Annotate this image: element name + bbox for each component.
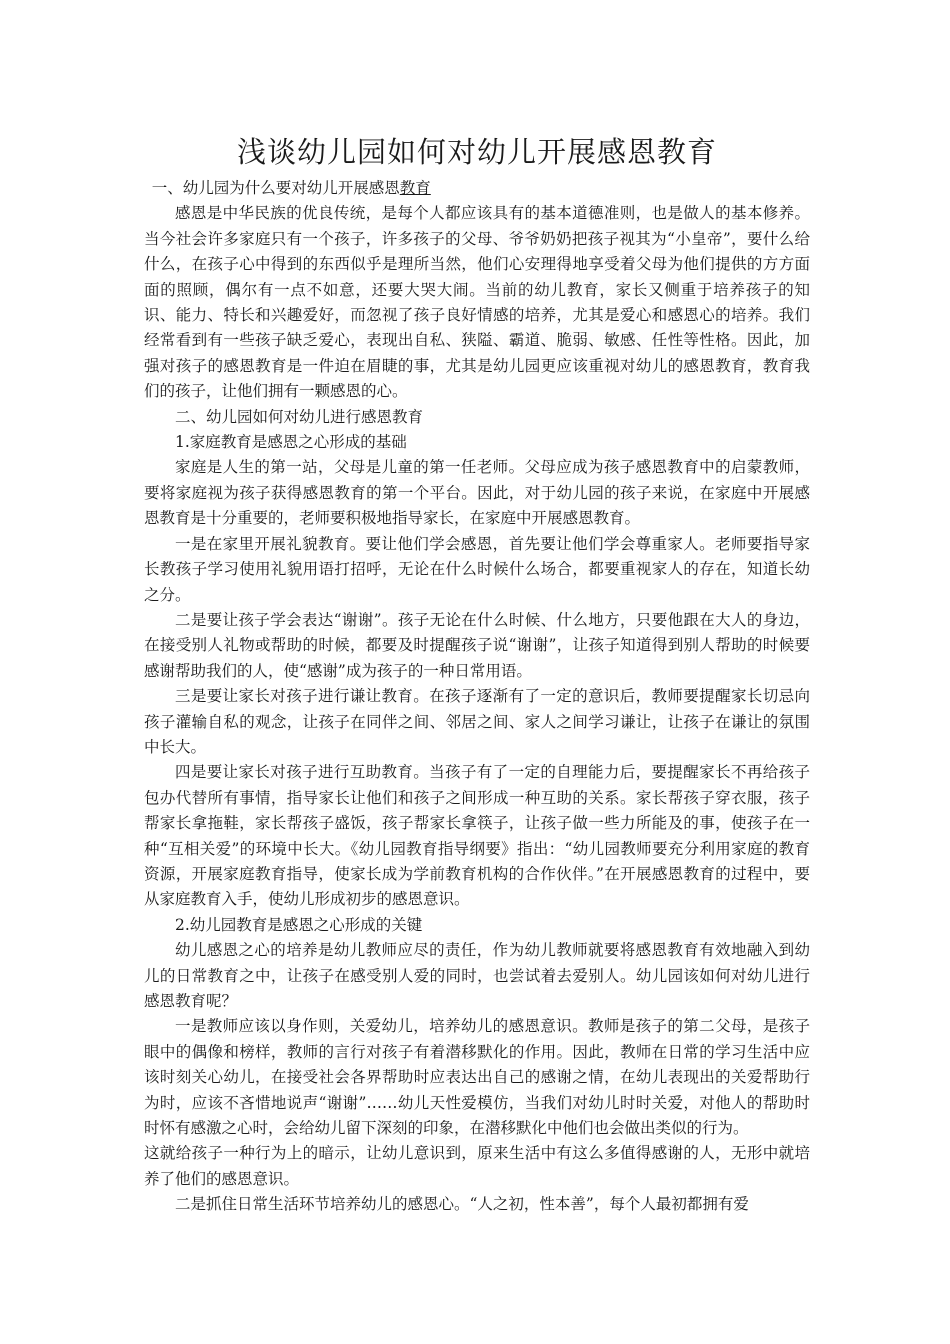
document-page	[144, 128, 810, 1218]
paragraph-2: 家庭是人生的第一站，父母是儿童的第一任老师。父母应成为孩子感恩教育中的启蒙教师，要将家庭视为孩子获得感恩教育的第一个平台。因此，对于幼儿园的孩子来说，在家庭中开展感恩教育是十分重要的，老师要积极地指导家长，在家庭中开展感恩教育。	[144, 458, 810, 528]
paragraph-8: 一是教师应该以身作则，关爱幼儿，培养幼儿的感恩意识。教师是孩子的第二父母，是孩子眼中的偶像和榜样，教师的言行对孩子有着潜移默化的作用。因此，教师在日常的学习生活中应该时刻关心幼儿，在接受社会各界帮助时应表达出自己的感谢之情，在幼儿表现出的关爱帮助行为时，应该不吝惜地说声“谢谢”……幼儿天性爱模仿，当我们对幼儿时时关爱，对他人的帮助时时怀有感激之心时，会给幼儿留下深刻的印象，在潜移默化中他们也会做出类似的行为。	[144, 1017, 810, 1138]
heading-section-1	[144, 176, 810, 201]
paragraph-9: 这就给孩子一种行为上的暗示，让幼儿意识到，原来生活中有这么多值得感谢的人，无形中就培养了他们的感恩意识。	[144, 1144, 810, 1188]
paragraph-1: 感恩是中华民族的优良传统，是每个人都应该具有的基本道德准则，也是做人的基本修养。当今社会许多家庭只有一个孩子，许多孩子的父母、爷爷奶奶把孩子视其为“小皇帝”，要什么给什么，在孩子心中得到的东西似乎是理所当然，他们心安理得地享受着父母为他们提供的方方面面的照顾，偶尔有一点不如意，还要大哭大闹。当前的幼儿教育，家长又侧重于培养孩子的知识、能力、特长和兴趣爱好，而忽视了孩子良好情感的培养，尤其是爱心和感恩心的培养。我们经常看到有一些孩子缺乏爱心，表现出自私、狭隘、霸道、脆弱、敏感、任性等性格。因此，加强对孩子的感恩教育是一件迫在眉睫的事，尤其是幼儿园更应该重视对幼儿的感恩教育，教育我们的孩子，让他们拥有一颗感恩的心。	[144, 204, 810, 401]
paragraph-7: 幼儿感恩之心的培养是幼儿教师应尽的责任，作为幼儿教师就要将感恩教育有效地融入到幼儿的日常教育之中，让孩子在感受别人爱的同时，也尝试着去爱别人。幼儿园该如何对幼儿进行感恩教育呢？	[144, 941, 810, 1010]
document-title: 浅谈幼儿园如何对幼儿开展感恩教育	[236, 135, 717, 169]
subheading-2: 2.幼儿园教育是感恩之心形成的关键	[175, 915, 423, 934]
paragraph-6: 四是要让家长对孩子进行互助教育。当孩子有了一定的自理能力后，要提醒家长不再给孩子包办代替所有事情，指导家长让他们和孩子之间形成一种互助的关系。家长帮孩子穿衣服，孩子帮家长拿拖鞋，家长帮孩子盛饭，孩子帮家长拿筷子，让孩子做一些力所能及的事，使孩子在一种“互相关爱”的环境中长大。《幼儿园教育指导纲要》指出：“幼儿园教师要充分利用家庭的教育资源，开展家庭教育指导，使家长成为学前教育机构的合作伙伴。”在开展感恩教育的过程中，要从家庭教育入手，使幼儿形成初步的感恩意识。	[144, 763, 810, 909]
heading-section-2: 二、幼儿园如何对幼儿进行感恩教育	[175, 407, 424, 426]
paragraph-10: 二是抓住日常生活环节培养幼儿的感恩心。“人之初，性本善”，每个人最初都拥有爱	[175, 1195, 749, 1214]
paragraph-4: 二是要让孩子学会表达“谢谢”。孩子无论在什么时候、什么地方，只要他跟在大人的身边，在接受别人礼物或帮助的时候，都要及时提醒孩子说“谢谢”，让孩子知道得到别人帮助的时候要感谢帮助我们的人，使“感谢”成为孩子的一种日常用语。	[144, 610, 810, 680]
heading-section-1-link[interactable]: 教育	[399, 179, 431, 197]
heading-section-1-text: 一、幼儿园为什么要对幼儿开展感恩	[151, 179, 400, 197]
paragraph-5: 三是要让家长对孩子进行谦让教育。在孩子逐渐有了一定的意识后，教师要提醒家长切忌向孩子灌输自私的观念，让孩子在同伴之间、邻居之间、家人之间学习谦让，让孩子在谦让的氛围中长大。	[144, 687, 810, 756]
paragraph-3: 一是在家里开展礼貌教育。要让他们学会感恩，首先要让他们学会尊重家人。老师要指导家长教孩子学习使用礼貌用语打招呼，无论在什么时候什么场合，都要重视家人的存在，知道长幼之分。	[144, 534, 810, 604]
subheading-1: 1.家庭教育是感恩之心形成的基础	[175, 433, 407, 452]
